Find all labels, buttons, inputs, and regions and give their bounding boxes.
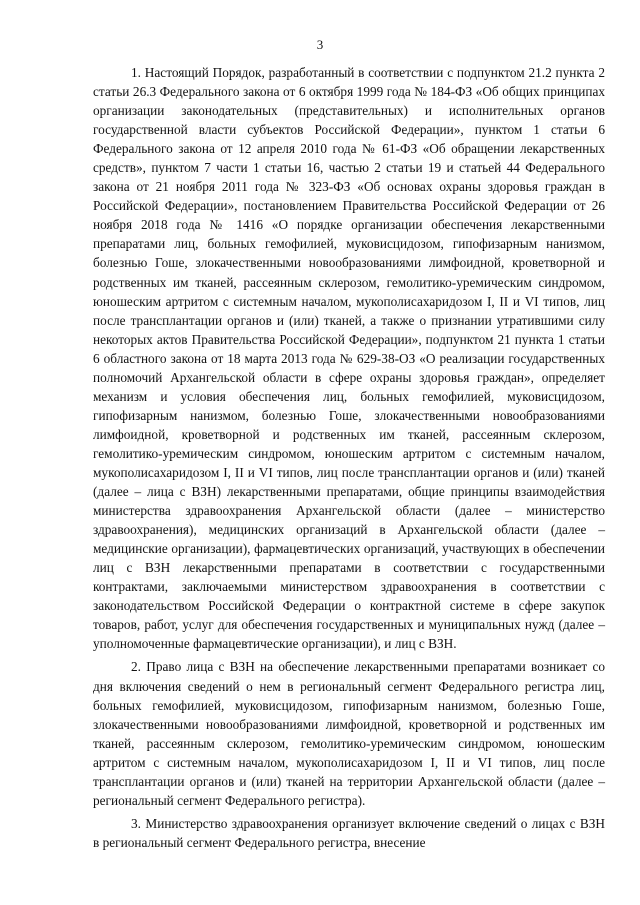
paragraph-2 xyxy=(93,657,605,809)
paragraph-text: Министерство здравоохранения организует включение сведений о лицах с ВЗН в региональный сегмент Федерального регистра, внесение xyxy=(93,815,605,850)
paragraph-text: Настоящий Порядок, разработанный в соответствии с подпунктом 21.2 пункта 2 статьи 26.3 Федерального закона от 6 октября 1999 года № 184-ФЗ «Об общих принципах организации законодательных (представительных) и исполнительных органов государственной власти субъектов Российской Федерации», пунктом 1 статьи 6 Федерального закона от 12 апреля 2010 года № 61-ФЗ «Об обращении лекарственных средств», пунктом 7 части 1 статьи 16, частью 2 статьи 19 и статьей 44 Федерального закона от 21 ноября 2011 года № 323-ФЗ «Об основах охраны здоровья граждан в Российской Федерации», постановлением Правительства Российской Федерации от 26 ноября 2018 года № 1416 «О порядке организации обеспечения лекарственными препаратами лиц, больных гемофилией, муковисцидозом, гипофизарным нанизмом, болезнью Гоше, злокачественными новообразованиями лимфоидной, кроветворной и родственных им тканей, рассеянным склерозом, гемолитико-уремическим синдромом, юношеским артритом с системным началом, мукополисахаридозом I, II и VI типов, лиц после трансплантации органов и (или) тканей, а также о признании утратившими силу некоторых актов Правительства Российской Федерации», подпунктом 21 пункта 1 статьи 6 областного закона от 18 марта 2013 года № 629-38-ОЗ «О реализации государственных полномочий Архангельской области в сфере охраны здоровья граждан», определяет механизм и условия обеспечения лиц, больных гемофилией, муковисцидозом, гипофизарным нанизмом, болезнью Гоше, злокачественными новообразованиями лимфоидной, кроветворной и родственных им тканей, рассеянным склерозом, гемолитико-уремическим синдромом, юношеским артритом с системным началом, мукополисахаридозом I, II и VI типов, лиц после трансплантации органов и (или) тканей (далее – лица с ВЗН) лекарственными препаратами, общие принципы взаимодействия министерства здравоохранения Архангельской области (далее – министерство здравоохранения), медицинских организаций в Архангельской области (далее – медицинские организации), фармацевтических организаций, участвующих в обеспечении лиц с ВЗН лекарственными препаратами в соответствии с государственными контрактами, заключаемыми министерством здравоохранения в соответствии с законодательством Российской Федерации о контрактной системе в сфере закупок товаров, работ, услуг для обеспечения государственных и муниципальных нужд (далее – уполномоченные фармацевтические организации), и лиц с ВЗН. xyxy=(93,65,606,652)
paragraph-number: 1. xyxy=(131,65,141,80)
paragraph-text: Право лица с ВЗН на обеспечение лекарственными препаратами возникает со дня включения сведений о нем в региональный сегмент Федерального регистра лиц, больных гемофилией, муковисцидозом, гипофизарным нанизмом, болезнью Гоше, злокачественными новообразованиями лимфоидной, кроветворной и родственных им тканей, рассеянным склерозом, гемолитико-уремическим синдромом, юношеским артритом с системным началом, мукополисахаридозом I, II и VI типов, лиц после трансплантации органов и (или) тканей на территории Архангельской области (далее – региональный сегмент Федерального регистра). xyxy=(93,659,605,808)
paragraph-3 xyxy=(93,814,605,852)
page-number: 3 xyxy=(316,37,324,52)
document-body xyxy=(93,63,605,852)
paragraph-1 xyxy=(93,63,605,653)
paragraph-number: 3. xyxy=(131,815,141,831)
paragraph-number: 2. xyxy=(131,659,141,675)
